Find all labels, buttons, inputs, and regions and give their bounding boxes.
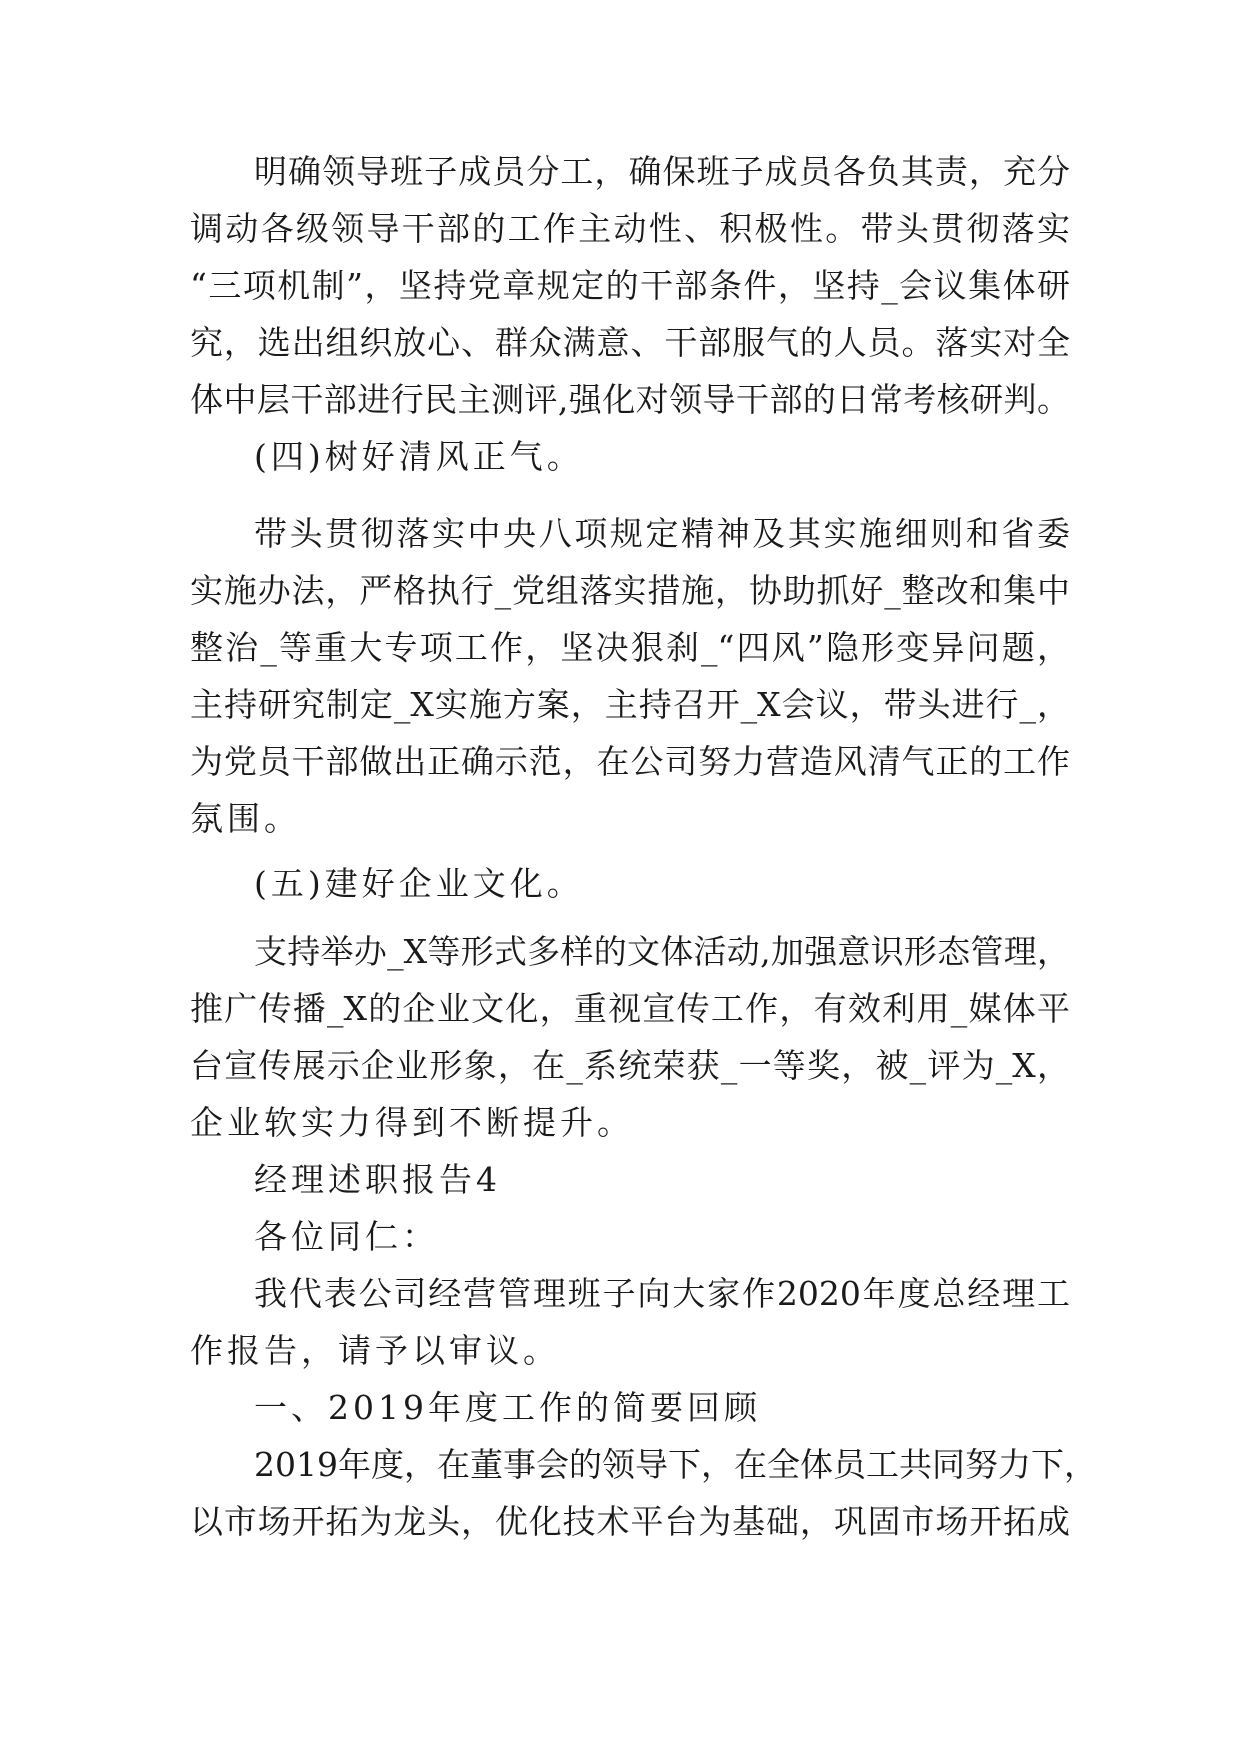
paragraph-line: 推广传播_X的企业文化，重视宣传工作，有效利用_媒体平	[190, 989, 1070, 1028]
paragraph-line: 作报告，请予以审议。	[190, 1331, 560, 1370]
paragraph-line: 调动各级领导干部的工作主动性、积极性。带头贯彻落实	[190, 209, 1070, 248]
section-heading: (四)树好清风正气。	[254, 437, 584, 476]
paragraph-line: 主持研究制定_X实施方案，主持召开_X会议，带头进行_，	[190, 685, 1070, 724]
section-heading: (五)建好企业文化。	[254, 864, 584, 903]
paragraph-line: “三项机制”，坚持党章规定的干部条件，坚持_会议集体研	[190, 266, 1070, 305]
paragraph-line: 究，选出组织放心、群众满意、干部服气的人员。落实对全	[190, 323, 1070, 362]
paragraph-line: 整治_等重大专项工作，坚决狠刹_“四风”隐形变异问题，	[190, 628, 1070, 667]
paragraph-line: 企业软实力得到不断提升。	[190, 1103, 634, 1142]
paragraph-line: 我代表公司经营管理班子向大家作2020年度总经理工	[254, 1274, 1070, 1313]
section-heading: 一、2019年度工作的简要回顾	[254, 1388, 761, 1427]
paragraph-line: 氛围。	[190, 799, 301, 838]
paragraph-line: 带头贯彻落实中央八项规定精神及其实施细则和省委	[254, 514, 1070, 553]
salutation: 各位同仁：	[254, 1217, 439, 1256]
report-title: 经理述职报告4	[254, 1160, 501, 1199]
paragraph-line: 2019年度，在董事会的领导下，在全体员工共同努力下，	[254, 1445, 1097, 1484]
paragraph-line: 体中层干部进行民主测评,强化对领导干部的日常考核研判。	[190, 380, 1070, 419]
paragraph-line: 台宣传展示企业形象，在_系统荣获_一等奖，被_评为_X，	[190, 1046, 1070, 1085]
paragraph-line: 以市场开拓为龙头，优化技术平台为基础，巩固市场开拓成	[190, 1502, 1070, 1541]
paragraph-line: 实施办法，严格执行_党组落实措施，协助抓好_整改和集中	[190, 571, 1070, 610]
paragraph-line: 支持举办_X等形式多样的文体活动,加强意识形态管理，	[254, 932, 1070, 971]
paragraph-line: 为党员干部做出正确示范，在公司努力营造风清气正的工作	[190, 742, 1070, 781]
paragraph-line: 明确领导班子成员分工，确保班子成员各负其责，充分	[254, 152, 1070, 191]
